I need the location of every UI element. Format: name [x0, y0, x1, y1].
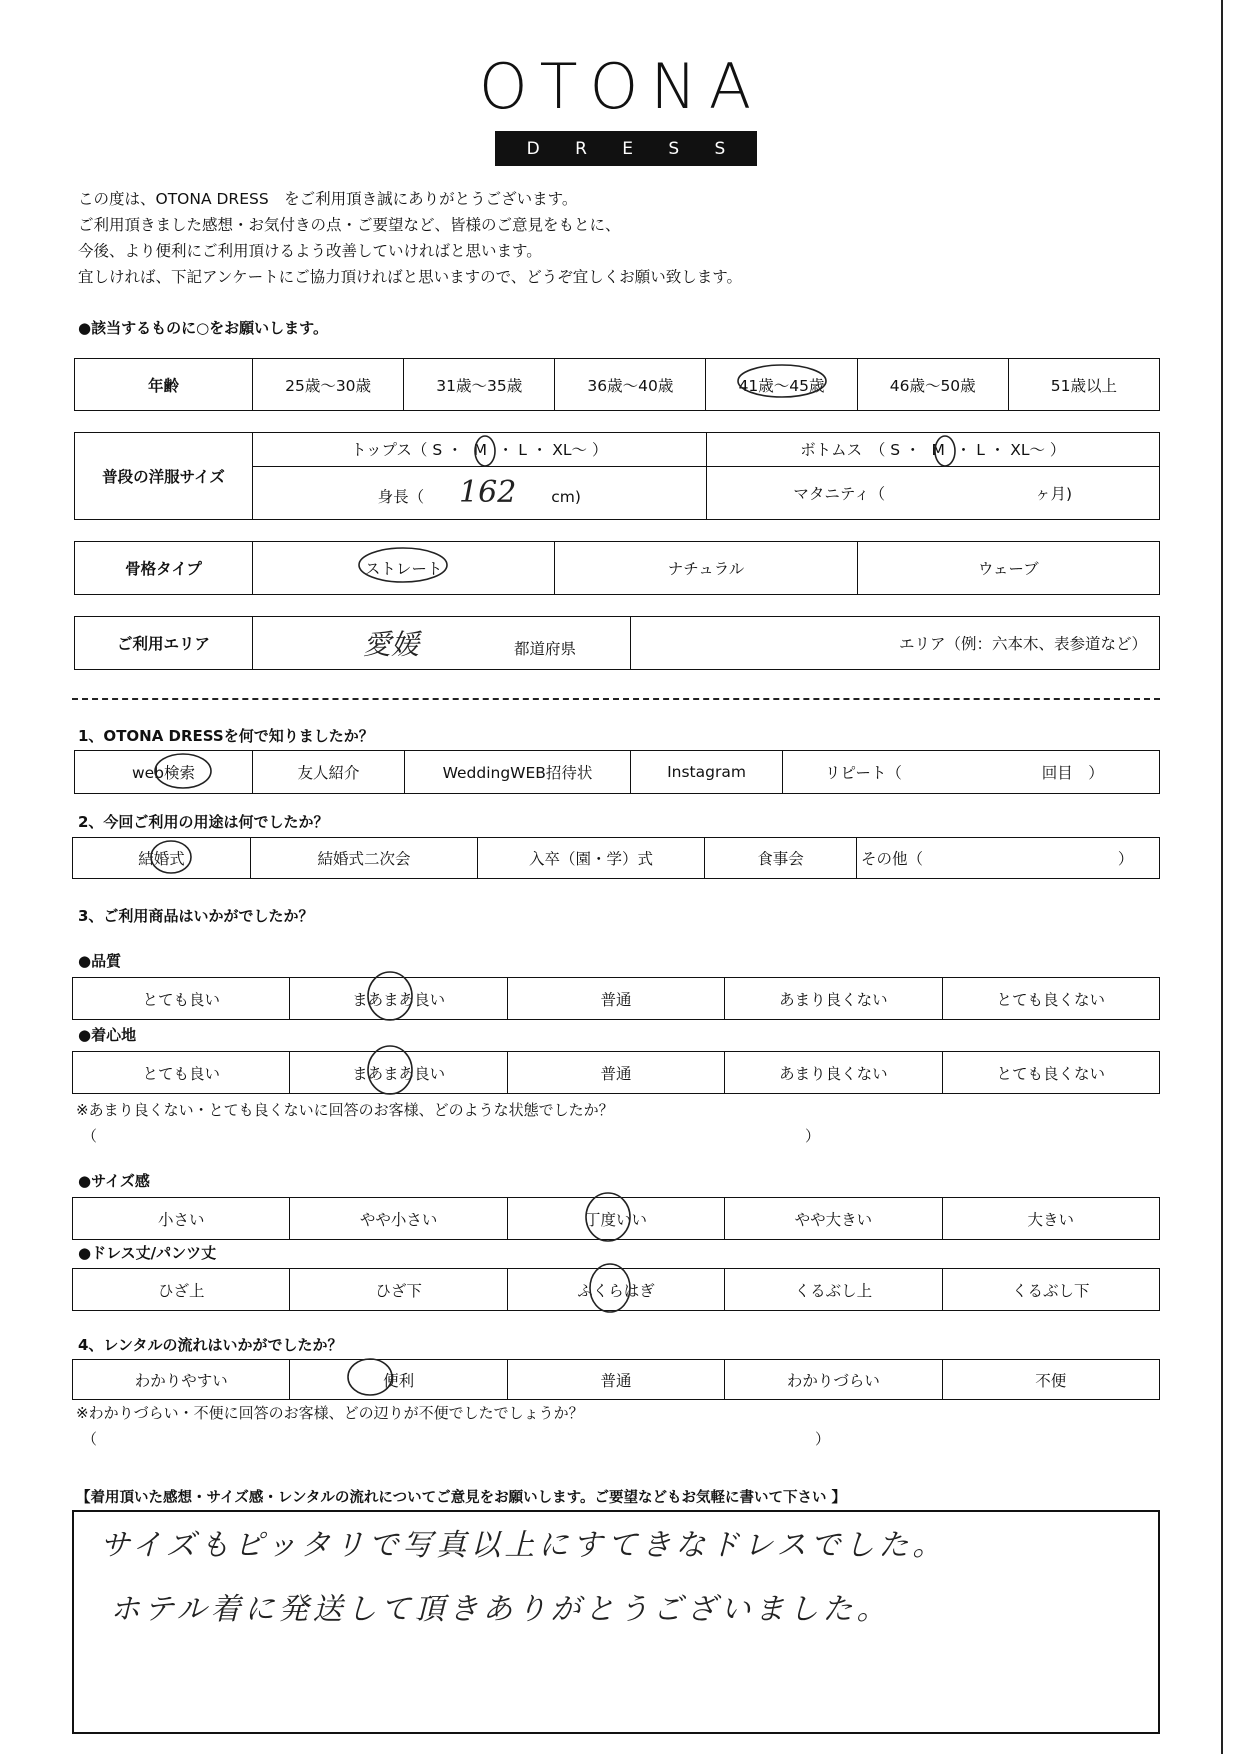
bottoms-prefix: ボトムス （ S ・	[800, 441, 921, 460]
q2-option[interactable]: 結婚式二次会	[251, 838, 478, 879]
height-value: 162	[459, 475, 517, 511]
q3-note: ※あまり良くない・とても良くないに回答のお客様、どのような状態でしたか？	[76, 1101, 614, 1119]
q4-option-selected[interactable]: 便利	[290, 1360, 507, 1400]
intro-line: この度は、OTONA DRESS をご利用頂き誠にありがとうございます。	[78, 190, 578, 208]
prefecture-value: 愛媛	[363, 628, 420, 661]
area-table	[74, 616, 1160, 670]
q1-option-selected[interactable]: web検索	[75, 751, 253, 794]
fit-table	[72, 1197, 1160, 1240]
q4-title: 4、レンタルの流れはいかがでしたか？	[78, 1336, 343, 1354]
q3-paren-close: ）	[805, 1127, 821, 1145]
quality-option[interactable]: とても良い	[73, 978, 290, 1020]
length-label: ●ドレス丈/パンツ丈	[78, 1244, 217, 1262]
age-option[interactable]: 46歳～50歳	[857, 359, 1008, 411]
logo-letter: D	[526, 138, 540, 159]
q2-option[interactable]: 入卒（園・学）式	[478, 838, 705, 879]
quality-option[interactable]: あまり良くない	[725, 978, 942, 1020]
q4-option[interactable]: わかりづらい	[725, 1360, 942, 1400]
logo-letter: S	[668, 138, 680, 159]
age-label: 年齢	[75, 359, 253, 411]
comfort-option[interactable]: あまり良くない	[725, 1052, 942, 1094]
q1-repeat[interactable]	[783, 751, 1160, 794]
q1-option[interactable]: WeddingWEB招待状	[405, 751, 631, 794]
length-option-selected[interactable]: ふくらはぎ	[507, 1269, 724, 1311]
prefecture-field[interactable]	[253, 617, 631, 670]
comfort-table	[72, 1051, 1160, 1094]
age-option[interactable]: 51歳以上	[1008, 359, 1159, 411]
body-type-option-selected[interactable]: ストレート	[253, 542, 555, 595]
tops-suffix: ・ L ・ XL～ ）	[497, 441, 608, 460]
intro-line: 今後、より便利にご利用頂けるよう改善していければと思います。	[78, 242, 542, 260]
bottoms-selected: M	[931, 441, 945, 460]
comfort-option[interactable]: 普通	[507, 1052, 724, 1094]
q1-option[interactable]: 友人紹介	[253, 751, 405, 794]
fit-label: ●サイズ感	[78, 1172, 150, 1190]
length-option[interactable]: くるぶし下	[942, 1269, 1159, 1311]
q3-title: 3、ご利用商品はいかがでしたか？	[78, 907, 314, 925]
q3-paren-open: （	[82, 1127, 98, 1145]
maternity-label: マタニティ（	[793, 484, 886, 503]
brand-logo: OTONA	[478, 50, 764, 123]
logo-letter: E	[622, 138, 634, 159]
instruction: ●該当するものに○をお願いします。	[78, 319, 328, 337]
other-close: ）	[1117, 850, 1134, 868]
intro-text	[78, 186, 742, 290]
fit-option[interactable]: やや大きい	[725, 1198, 942, 1240]
body-type-label: 骨格タイプ	[75, 542, 253, 595]
height-unit: cm)	[551, 488, 581, 507]
q4-table	[72, 1359, 1160, 1400]
bottoms-suffix: ・ L ・ XL～ ）	[955, 441, 1066, 460]
q2-option-selected[interactable]: 結婚式	[73, 838, 251, 879]
q4-paren-close: ）	[815, 1430, 831, 1448]
quality-table	[72, 977, 1160, 1020]
fit-option-selected[interactable]: 丁度いい	[507, 1198, 724, 1240]
fit-option[interactable]: やや小さい	[290, 1198, 507, 1240]
length-option[interactable]: くるぶし上	[725, 1269, 942, 1311]
repeat-label: リピート（	[825, 764, 902, 782]
quality-option[interactable]: とても良くない	[942, 978, 1159, 1020]
fit-option[interactable]: 大きい	[942, 1198, 1159, 1240]
other-label: その他（	[861, 850, 924, 868]
age-table	[74, 358, 1160, 411]
comment-line-2: ホテル着に発送して頂きありがとうございました。	[110, 1592, 891, 1627]
q1-table	[74, 750, 1160, 794]
q2-table	[72, 837, 1160, 879]
maternity-field[interactable]	[706, 466, 1160, 519]
tops-selected: M	[473, 441, 487, 460]
comment-line-1: サイズもピッタリで写真以上にすてきなドレスでした。	[100, 1528, 947, 1563]
q4-note: ※わかりづらい・不便に回答のお客様、どの辺りが不便でしたでしょうか？	[76, 1404, 584, 1422]
comfort-option-selected[interactable]: まあまあ良い	[290, 1052, 507, 1094]
area-hint: エリア（例：六本木、表参道など）	[898, 635, 1147, 653]
brand-logo-subbar	[495, 131, 757, 166]
q2-option[interactable]: 食事会	[705, 838, 857, 879]
prefecture-suffix: 都道府県	[513, 640, 576, 658]
q4-option[interactable]: 不便	[942, 1360, 1159, 1400]
age-option[interactable]: 36歳～40歳	[555, 359, 706, 411]
comments-title: 【着用頂いた感想・サイズ感・レンタルの流れについてご意見をお願いします。ご要望などもお気軽に書いて下さい 】	[76, 1490, 846, 1506]
comfort-option[interactable]: とても良くない	[942, 1052, 1159, 1094]
age-option[interactable]: 25歳～30歳	[253, 359, 404, 411]
length-option[interactable]: ひざ下	[290, 1269, 507, 1311]
q1-title: 1、OTONA DRESSを何で知りましたか？	[78, 727, 374, 745]
maternity-unit: ヶ月)	[1035, 484, 1073, 503]
quality-label: ●品質	[78, 952, 122, 970]
body-type-option[interactable]: ナチュラル	[555, 542, 857, 595]
length-option[interactable]: ひざ上	[73, 1269, 290, 1311]
q4-paren-open: （	[82, 1430, 98, 1448]
length-table	[72, 1268, 1160, 1311]
comfort-option[interactable]: とても良い	[73, 1052, 290, 1094]
divider	[72, 698, 1160, 700]
q4-option[interactable]: わかりやすい	[73, 1360, 290, 1400]
area-label: ご利用エリア	[75, 617, 253, 670]
body-type-option[interactable]: ウェーブ	[857, 542, 1159, 595]
tops-prefix: トップス（ S ・	[351, 441, 463, 460]
fit-option[interactable]: 小さい	[73, 1198, 290, 1240]
comfort-label: ●着心地	[78, 1026, 137, 1044]
size-table	[74, 432, 1160, 520]
page-edge-line	[1221, 0, 1223, 1754]
size-label: 普段の洋服サイズ	[75, 433, 253, 520]
q2-other[interactable]	[857, 838, 1160, 879]
logo-letter: R	[575, 138, 587, 159]
q2-title: 2、今回ご利用の用途は何でしたか？	[78, 813, 329, 831]
age-option-selected[interactable]: 41歳～45歳	[706, 359, 857, 411]
area-field[interactable]	[631, 617, 1160, 670]
bottoms-size[interactable]	[706, 433, 1160, 467]
intro-line: 宜しければ、下記アンケートにご協力頂ければと思いますので、どうぞ宜しくお願い致します。	[78, 268, 743, 286]
body-type-table	[74, 541, 1160, 595]
repeat-suffix: 回目 ）	[1041, 764, 1104, 782]
tops-size[interactable]	[253, 433, 707, 467]
height-field[interactable]	[253, 466, 707, 519]
quality-option-selected[interactable]: まあまあ良い	[290, 978, 507, 1020]
quality-option[interactable]: 普通	[507, 978, 724, 1020]
age-option[interactable]: 31歳～35歳	[404, 359, 555, 411]
logo-letter: S	[714, 138, 726, 159]
intro-line: ご利用頂きました感想・お気付きの点・ご要望など、皆様のご意見をもとに、	[78, 216, 621, 234]
q1-option[interactable]: Instagram	[631, 751, 783, 794]
height-label: 身長（	[377, 488, 425, 507]
q4-option[interactable]: 普通	[507, 1360, 724, 1400]
